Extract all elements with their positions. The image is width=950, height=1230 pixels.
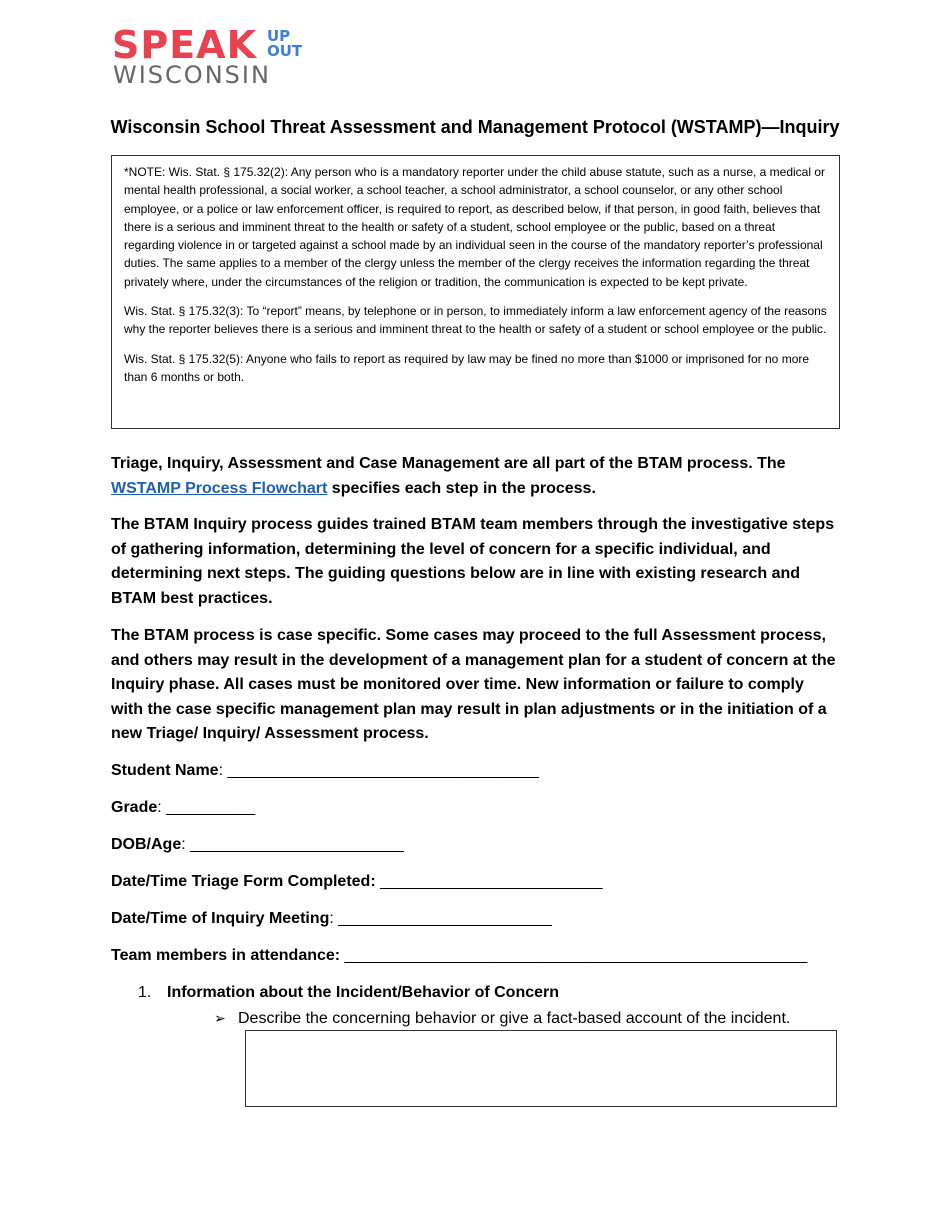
intro-text-before-link: Triage, Inquiry, Assessment and Case Management are all part of the BTAM process. The bbox=[111, 455, 786, 472]
section-1-heading bbox=[138, 983, 559, 1003]
incident-description-textbox[interactable] bbox=[245, 1030, 837, 1107]
grade-field[interactable] bbox=[111, 798, 255, 818]
intro-text-after-link: specifies each step in the process. bbox=[327, 479, 596, 497]
intro-paragraph-process bbox=[111, 452, 839, 501]
logo-speak-text: SPEAK bbox=[112, 23, 258, 67]
student-name-label: Student Name bbox=[111, 762, 219, 779]
student-name-field[interactable] bbox=[111, 761, 539, 781]
note-paragraph-penalty: Wis. Stat. § 175.32(5): Anyone who fails to report as required by law may be fined no more than $1000 or imprisoned for no more than 6 months or both. bbox=[124, 351, 810, 384]
logo-out-text: OUT bbox=[267, 42, 303, 60]
note-paragraph-report-definition: Wis. Stat. § 175.32(3): To “report” means, by telephone or in person, to immediately inform a law enforcement agency of the reasons why the reporter believes there is a serious and imminent threat to the health or safety of a student or school employee or the public. bbox=[124, 304, 827, 337]
intro-paragraph-case-specific bbox=[111, 624, 839, 747]
logo-up-text: UP bbox=[267, 27, 291, 45]
section-title: Information about the Incident/Behavior of Concern bbox=[167, 984, 560, 1001]
wstamp-flowchart-link[interactable]: WSTAMP Process Flowchart bbox=[111, 479, 328, 497]
inquiry-meeting-date-blank[interactable]: : ________________________ bbox=[329, 910, 552, 927]
dob-age-label: DOB/Age bbox=[111, 836, 182, 853]
grade-label: Grade bbox=[111, 799, 158, 816]
inquiry-description: The BTAM Inquiry process guides trained BTAM team members through the investigative steps of gathering information, determining the level of concern for a specific individual, and determining next steps. The guiding questions below are in line with existing research and BTAM best practices. bbox=[111, 516, 835, 607]
logo-wisconsin-text: WISCONSIN bbox=[113, 61, 271, 89]
triage-form-date-blank[interactable]: _________________________ bbox=[375, 873, 603, 890]
note-paragraph-mandatory-reporter: *NOTE: Wis. Stat. § 175.32(2): Any person who is a mandatory reporter under the child abuse statute, such as a nurse, a medical or mental health professional, a social worker, a school teacher, a school administrator, a school counselor, or any other school employee, or a police or law enforcement officer, is required to report, as described below, if that person, in good faith, believes that there is a serious and imminent threat to the health or safety of a student, school employee or the public, based on a threat regarding violence in or targeted against a school made by an individual seen in the course of the mandatory reporter’s professional duties. The same applies to a member of the clergy unless the member of the clergy receives the information regarding the threat privately where, under the circumstances of the religion or tradition, the communication is expected to be kept private. bbox=[124, 165, 826, 289]
section-number: 1. bbox=[138, 984, 152, 1001]
page-title: Wisconsin School Threat Assessment and Management Protocol (WSTAMP)—Inquiry bbox=[110, 117, 840, 137]
team-members-field[interactable] bbox=[111, 946, 807, 966]
arrow-bullet-icon: ➢ bbox=[214, 1010, 226, 1026]
case-specific-description: The BTAM process is case specific. Some cases may proceed to the full Assessment process, and others may result in the development of a management plan for a student of concern at the Inquiry phase. All cases must be monitored over time. New information or failure to comply with the case specific management plan may result in plan adjustments or in the initiation of a new Triage/ Inquiry/ Assessment process. bbox=[111, 627, 836, 743]
section-1-prompt bbox=[214, 1008, 790, 1029]
team-members-label: Team members in attendance: bbox=[111, 947, 341, 964]
dob-age-blank[interactable]: : ________________________ bbox=[181, 836, 404, 853]
team-members-blank[interactable]: ____________________________________________________ bbox=[340, 947, 808, 964]
student-name-blank[interactable]: : ___________________________________ bbox=[218, 762, 539, 779]
triage-form-date-label: Date/Time Triage Form Completed: bbox=[111, 873, 376, 890]
triage-form-date-field[interactable] bbox=[111, 872, 603, 892]
grade-blank[interactable]: : __________ bbox=[157, 799, 256, 816]
intro-paragraph-inquiry bbox=[111, 513, 839, 611]
prompt-text: Describe the concerning behavior or give a fact-based account of the incident. bbox=[238, 1010, 791, 1027]
inquiry-meeting-date-field[interactable] bbox=[111, 909, 552, 929]
statute-note-box bbox=[111, 155, 840, 429]
inquiry-meeting-date-label: Date/Time of Inquiry Meeting bbox=[111, 910, 330, 927]
speak-up-speak-out-logo bbox=[112, 23, 317, 89]
dob-age-field[interactable] bbox=[111, 835, 404, 855]
